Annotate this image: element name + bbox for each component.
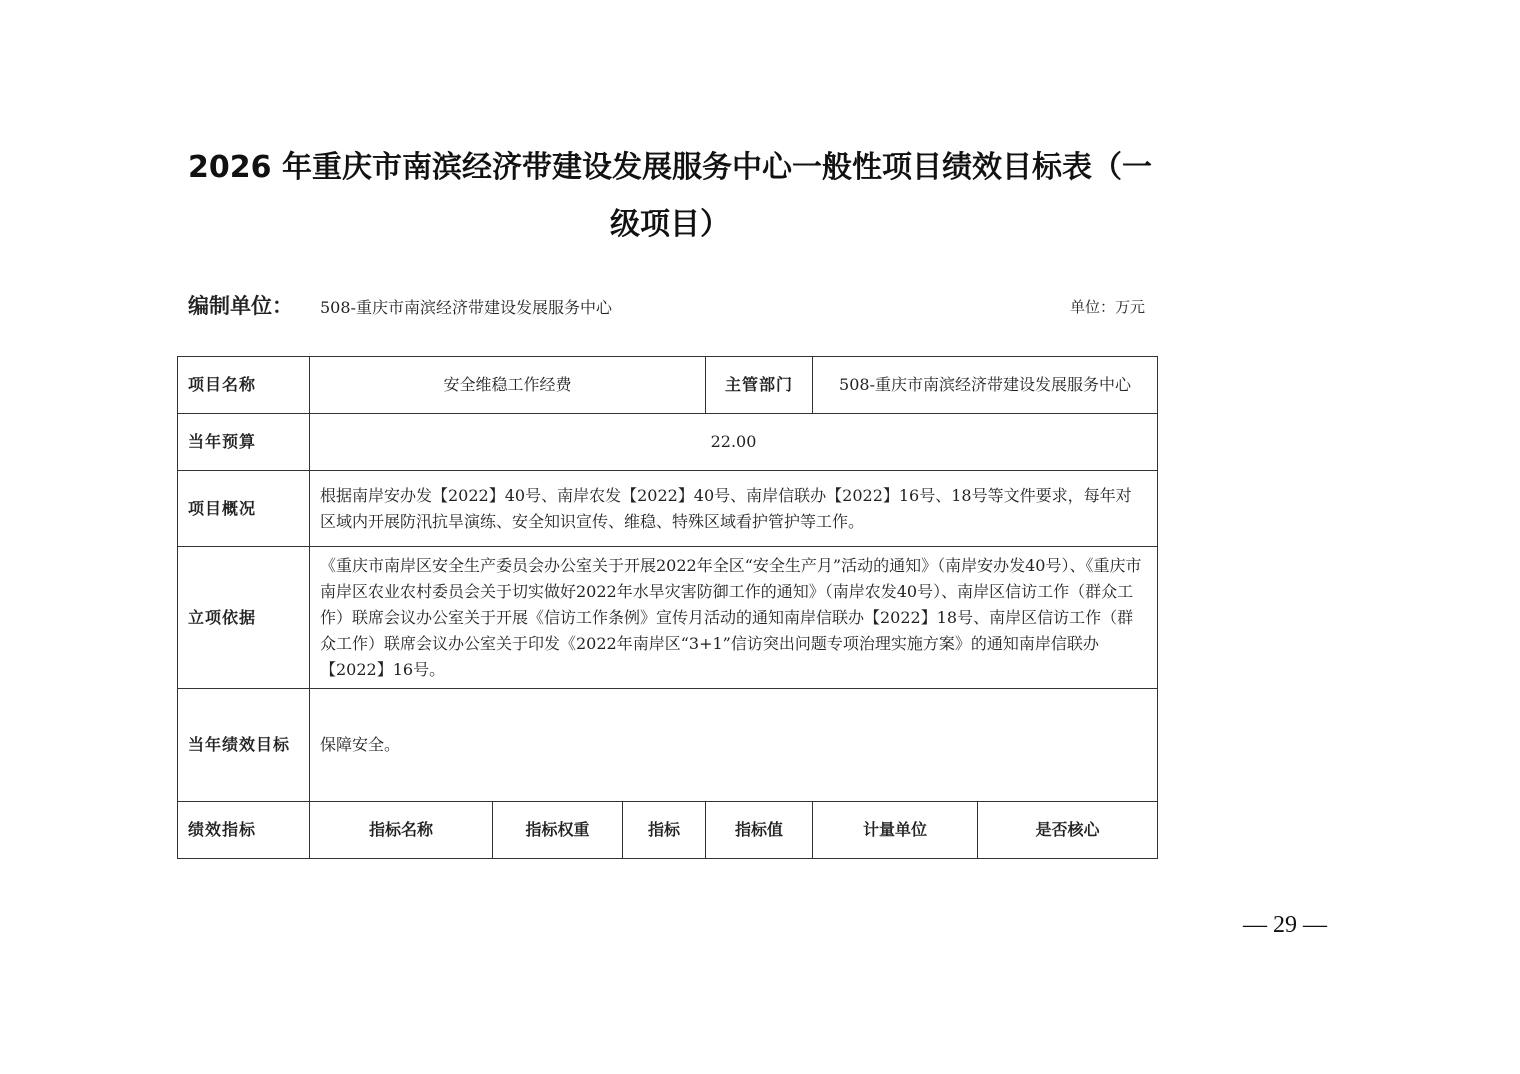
currency-unit: 单位：万元 <box>1069 298 1145 316</box>
department-label: 主管部门 <box>706 357 813 414</box>
overview-text: 根据南岸安办发【2022】40号、南岸农发【2022】40号、南岸信联办【2022】16号、18号等文件要求，每年对区域内开展防汛抗旱演练、安全知识宣传、维稳、特殊区域看护管护等工作。 <box>310 471 1158 547</box>
row-project-name <box>178 357 1158 414</box>
basis-label: 立项依据 <box>178 547 310 689</box>
department-value: 508-重庆市南滨经济带建设发展服务中心 <box>813 357 1158 414</box>
annual-goal-label-text: 当年绩效目标 <box>188 735 291 754</box>
row-budget <box>178 414 1158 471</box>
indicator-label: 绩效指标 <box>178 802 310 859</box>
annual-goal-text: 保障安全。 <box>310 689 1158 802</box>
row-basis <box>178 547 1158 689</box>
basis-text: 《重庆市南岸区安全生产委员会办公室关于开展2022年全区“安全生产月”活动的通知》（南岸安办发40号）、《重庆市南岸区农业农村委员会关于切实做好2022年水旱灾害防御工作的通知》（南岸农发40号）、南岸区信访工作（群众工作）联席会议办公室关于开展《信访工作条例》宣传月活动的通知南岸信联办【2022】18号、南岸区信访工作（群众工作）联席会议办公室关于印发《2022年南岸区“3+1”信访突出问题专项治理实施方案》的通知南岸信联办【2022】16号。 <box>310 547 1158 689</box>
header-is-core: 是否核心 <box>978 802 1158 859</box>
page-number: — 29 — <box>1243 912 1327 938</box>
document-title-line-2: 级项目） <box>610 207 730 242</box>
annual-goal-label <box>178 689 310 802</box>
header-indicator-weight: 指标权重 <box>493 802 623 859</box>
row-indicators-header <box>178 802 1158 859</box>
project-name-value: 安全维稳工作经费 <box>310 357 706 414</box>
row-overview <box>178 471 1158 547</box>
header-indicator: 指标 <box>623 802 706 859</box>
header-indicator-value: 指标值 <box>706 802 813 859</box>
project-name-label: 项目名称 <box>178 357 310 414</box>
document-title-line-1: 2026 年重庆市南滨经济带建设发展服务中心一般性项目绩效目标表（一 <box>188 150 1152 185</box>
compiling-unit-label: 编制单位： <box>188 294 293 318</box>
header-measurement-unit: 计量单位 <box>813 802 978 859</box>
compiling-unit-name: 508-重庆市南滨经济带建设发展服务中心 <box>320 298 612 317</box>
performance-target-table <box>177 356 1158 859</box>
budget-value: 22.00 <box>310 414 1158 471</box>
row-annual-goal <box>178 689 1158 802</box>
overview-label: 项目概况 <box>178 471 310 547</box>
header-indicator-name: 指标名称 <box>310 802 493 859</box>
budget-label: 当年预算 <box>178 414 310 471</box>
